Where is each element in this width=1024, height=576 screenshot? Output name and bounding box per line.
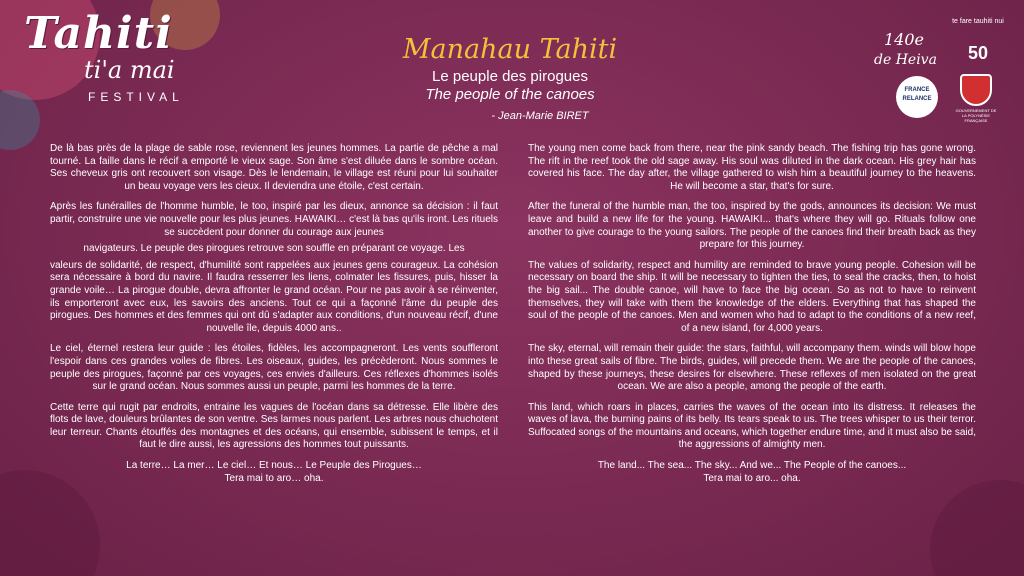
fr-paragraph-3: navigateurs. Le peuple des pirogues retrouve son souffle en préparant ce voyage. Les (83, 243, 465, 255)
fare-tauhiti-number: 50 (967, 43, 989, 63)
english-text-column (528, 143, 976, 493)
logo-line1: Tahiti (24, 8, 173, 59)
logo-line2: ti'a mai (84, 56, 175, 84)
heiva-text: de Heiva (874, 52, 937, 68)
poem-title: Manahau Tahiti (402, 34, 618, 65)
subtitle-english: The people of the canoes (425, 86, 595, 103)
en-closing-line-1: The land... The sea... The sky... And we... The People of the canoes... (597, 460, 907, 472)
government-logo (954, 74, 998, 123)
logo-line3: FESTIVAL (88, 90, 184, 104)
en-closing-line-2: Tera mai to aro... oha. (703, 472, 801, 484)
fr-paragraph-5: Le ciel, éternel restera leur guide : les étoiles, fidèles, les accompagneront. Les vents souffleront l'espoir dans ces grandes voiles de fibres. Les oiseaux, guides, les précèderont. Nous sommes le peuple des pirogues, façonné par ces voyages, ces envies d'ailleurs. Ces réflexes d'hommes isolés sur le grand océan. Nous sommes aussi un peuple, parmi les hommes de la terre. (50, 343, 498, 393)
france-relance-text: FRANCE RELANCE (902, 87, 932, 102)
heiva-logo (874, 30, 937, 68)
fr-paragraph-4: valeurs de solidarité, de respect, d'humilité sont rappelées aux jeunes gens courageux. La cohésion sera nécessaire à bord du navire. Il faudra resserrer les liens, colmater les fissures, puis, hisser la grande voile… La pirogue double, devra affronter le grand océan. Pour ne pas avoir à se réinventer, ils emporteront avec eux, les savoirs des anciens. Tout ce qui a façonné l'âme du peuple des pirogues. Des hommes et des femmes qui ont dû s'adapter aux conditions, d'un nouveau récif, d'une nouvelle île, depuis 4000 ans.. (50, 259, 498, 334)
fare-tauhiti-logo (952, 18, 1004, 72)
fr-paragraph-2: Après les funérailles de l'homme humble, le too, inspiré par les dieux, annonce sa décision : il faut partir, construire une vie nouvelle pour les plus jeunes. HAWAIKI… c'est là bas qu'ils iront. Les rituels se succèdent pour donner du courage aux jeunes (50, 201, 498, 238)
en-paragraph-4: The sky, eternal, will remain their guide: the stars, faithful, will accompany them. winds will blow hope into these great sails of fibre. The birds, guides, will precede them. We are the people of the canoes, shaped by these journeys, these desires for elsewhere. These reflexes of men isolated on the great ocean. We are also a people, among the people of the earth. (528, 343, 976, 393)
en-paragraph-3: The values of solidarity, respect and humility are reminded to brave young people. Cohesion will be necessary on board the ship. It will be necessary to tighten the ties, to seal the cracks, then, to hoist the big sail... The double canoe, will have to face the big ocean. So as not to have to reinvent themselves, they will take with them the knowledge of the elders. Everything that has shaped the soul of the people of the canoes. Men and women who had to adapt to the conditions of a new reef, of a new island, for 4,000 years. (528, 259, 976, 334)
author: - Jean-Marie BIRET (491, 110, 589, 122)
fr-closing-line-2: Tera mai to aro… oha. (224, 472, 324, 484)
en-paragraph-5: This land, which roars in places, carries the waves of the ocean into its distress. It releases the waves of lava, the burning pains of its belly. Its tears speak to us. The trees whisper to us their terror. Suffocated songs of the mountains and oceans, which together endure time, and it must also be said, the aggressions of almighty men. (528, 401, 976, 451)
government-text: GOUVERNEMENT DE LA POLYNÉSIE FRANÇAISE (955, 108, 997, 123)
fr-paragraph-6: Cette terre qui rugit par endroits, entraine les vagues de l'océan dans sa détresse. Elle libère des flots de lave, douleurs brûlantes de son ventre. Ses larmes nous parlent. Les arbres nous chuchotent leur terreur. Chants étouffés des montagnes et des océans, qui ensemble, subissent le temps, et il faut le dire aussi, les agressions des hommes tout puissants. (50, 401, 498, 451)
fare-tauhiti-text: te fare tauhiti nui (952, 18, 1004, 25)
heiva-number: 140e (883, 30, 924, 49)
government-shield-icon (960, 74, 992, 106)
fr-closing-line-1: La terre… La mer… Le ciel… Et nous… Le Peuple des Pirogues… (126, 460, 422, 472)
subtitle-french: Le peuple des pirogues (432, 68, 588, 85)
festival-logo (14, 4, 234, 124)
flower-decoration-bottom-right (930, 480, 1024, 576)
fr-paragraph-1: De là bas près de la plage de sable rose, reviennent les jeunes hommes. La partie de pêche a mal tourné. La faille dans le récif a emporté le vieux sage. Son âme s'est diluée dans le sombre océan. Ses cheveux gris ont recouvert son visage. Dès le lendemain, le village est réuni pour lui souhaiter un beau voyage vers les cieux. Il deviendra une étoile, c'est certain. (50, 143, 498, 192)
partner-logos (864, 10, 1014, 123)
en-paragraph-1: The young men come back from there, near the pink sandy beach. The fishing trip has gone wrong. The rift in the reef took the old sage away. His soul was diluted in the dark ocean. His grey hair has covered his face. The day after, the village gathered to wish him a beautiful journey to the heavens. He will become a star, that's for sure. (528, 143, 976, 192)
french-text-column (50, 143, 498, 493)
poem-header (330, 34, 690, 122)
france-relance-logo (896, 76, 938, 118)
en-paragraph-2: After the funeral of the humble man, the too, inspired by the gods, announces its decision: We must leave and build a new life for the young. HAWAIKI... that's where they will go. Rituals follow one another to give courage to the young sailors. The people of the canoes find their breath back as they prepare for this journey. (528, 201, 976, 251)
